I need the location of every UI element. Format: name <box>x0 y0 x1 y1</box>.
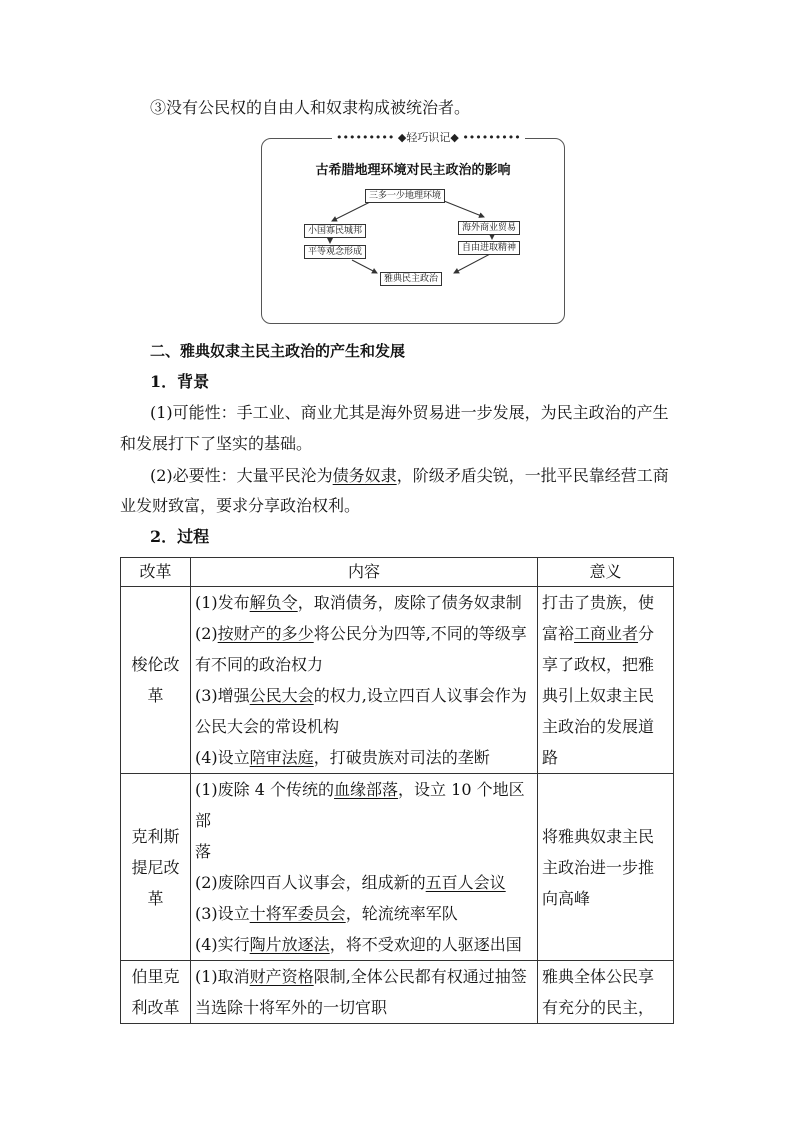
reform-meaning-pericles: 雅典全体公民享 有充分的民主， <box>538 961 674 1024</box>
table-row-cleisthenes <box>121 774 674 961</box>
table-row-pericles <box>121 961 674 1024</box>
sub-heading-background: 1．背景 <box>150 372 210 391</box>
arrow-top-right <box>444 201 484 217</box>
tip-title: 古希腊地理环境对民主政治的影响 <box>315 163 511 178</box>
reform-content-pericles: (1)取消财产资格限制,全体公民都有权通过抽签 当选除十将军外的一切官职 <box>191 961 538 1024</box>
arrow-top-left <box>332 201 372 221</box>
section-heading: 二、雅典奴隶主民主政治的产生和发展 <box>150 342 406 360</box>
node-top: 三多一少地理环境 <box>365 189 445 203</box>
p1-line1: (1)可能性：手工业、商业尤其是海外贸易进一步发展，为民主政治的产生 <box>150 403 669 422</box>
reform-table <box>120 557 674 1024</box>
table-header-row <box>121 558 674 587</box>
dots-decoration-right: ◆ ••••••••• <box>450 131 521 144</box>
node-left2: 平等观念形成 <box>304 245 366 259</box>
reform-meaning-cleisthenes: 将雅典奴隶主民 主政治进一步推 向高峰 <box>538 774 674 961</box>
tip-box <box>261 131 565 324</box>
header-meaning: 意义 <box>538 558 674 587</box>
reform-content-cleisthenes: (1)废除 4 个传统的血缘部落，设立 10 个地区部 落 (2)废除四百人议事会，组成新的五百人会议 (3)设立十将军委员会，轮流统率军队 (4)实行陶片放逐法，将不受欢迎的人驱逐出国 <box>191 774 538 961</box>
p2-line1 <box>150 465 710 487</box>
p2-text-b: ，阶级矛盾尖锐，一批平民靠经营工商 <box>396 466 669 485</box>
p1-line2: 和发展打下了坚实的基础。 <box>120 434 313 453</box>
node-right1: 海外商业贸易 <box>458 221 520 235</box>
arrow-left-bottom <box>352 260 377 273</box>
sub-heading-process: 2．过程 <box>150 527 210 546</box>
tip-tab-label: 轻巧识记 <box>406 131 451 144</box>
p2-text-a: (2)必要性：大量平民沦为 <box>150 466 333 485</box>
reform-name-cleisthenes: 克利斯 提尼改 革 <box>121 774 191 961</box>
node-right2: 自由进取精神 <box>458 241 520 255</box>
table-row-solon <box>121 587 674 774</box>
header-reform: 改革 <box>121 558 191 587</box>
reform-name-solon: 梭伦改 革 <box>121 587 191 774</box>
p2-term-debt-slave: 债务奴隶 <box>332 466 397 485</box>
reform-meaning-solon: 打击了贵族，使 富裕工商业者分 享了政权，把雅 典引上奴隶主民 主政治的发展道 路 <box>538 587 674 774</box>
node-bottom: 雅典民主政治 <box>380 272 442 286</box>
header-content: 内容 <box>191 558 538 587</box>
node-left1: 小国寡民城邦 <box>304 224 366 238</box>
arrow-right-bottom <box>454 254 490 273</box>
reform-content-solon: (1)发布解负令，取消债务，废除了债务奴隶制 (2)按财产的多少将公民分为四等,不同的等级享 有不同的政治权力 (3)增强公民大会的权力,设立四百人议事会作为 公民大会的常设机构 (4)设立陪审法庭，打破贵族对司法的垄断 <box>191 587 538 774</box>
intro-line: ③没有公民权的自由人和奴隶构成被统治者。 <box>150 98 471 117</box>
p2-line2: 业发财致富，要求分享政治权利。 <box>120 496 361 515</box>
reform-name-pericles: 伯里克 利改革 <box>121 961 191 1024</box>
dots-decoration-left: ••••••••• ◆ <box>336 131 407 144</box>
